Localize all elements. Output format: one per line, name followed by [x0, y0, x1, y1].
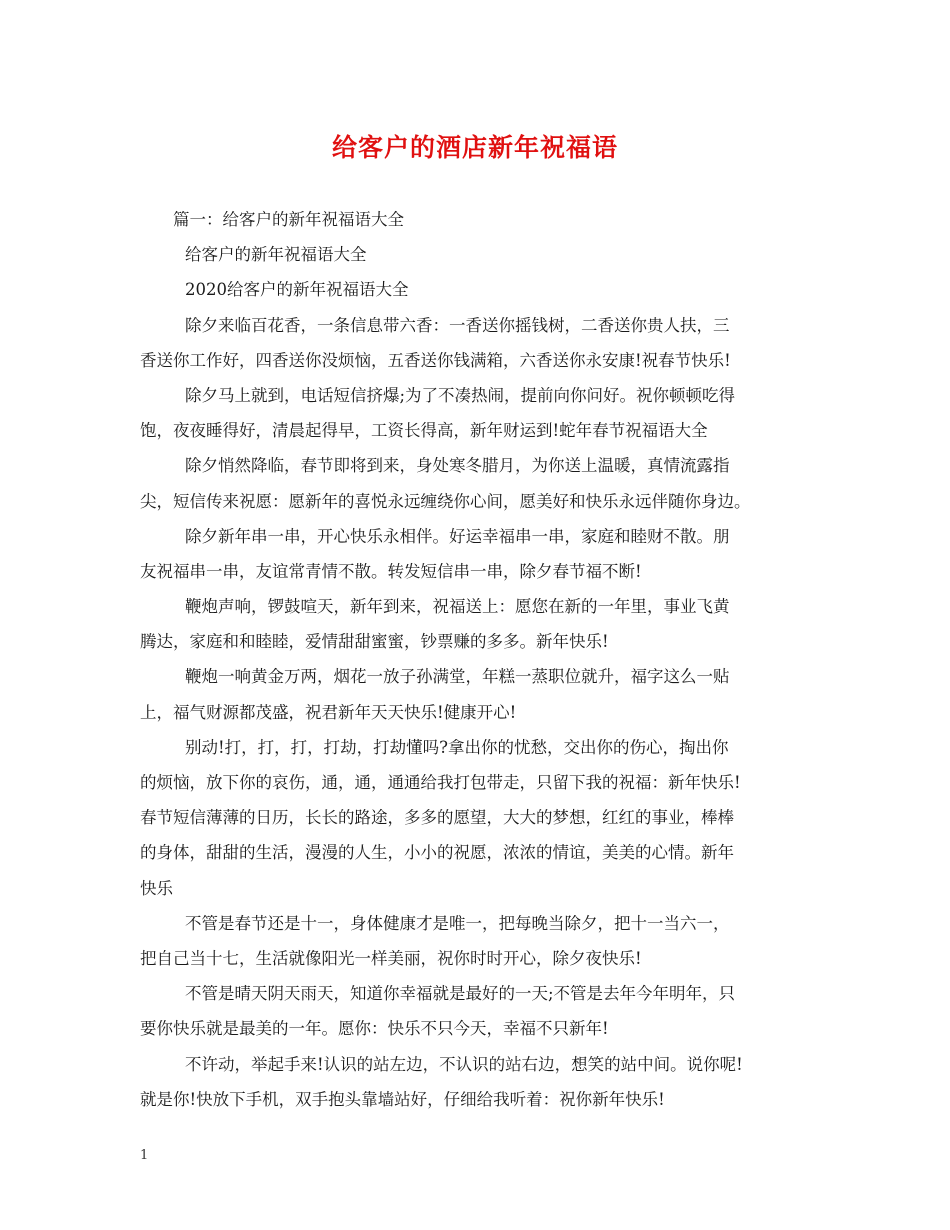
- paragraph-line: 鞭炮声响，锣鼓喧天，新年到来，祝福送上：愿您在新的一年里，事业飞黄: [185, 597, 730, 617]
- paragraph-line: 友祝福串一串，友谊常青情不散。转发短信串一串，除夕春节福不断!: [140, 561, 642, 581]
- paragraph-line: 尖，短信传来祝愿：愿新年的喜悦永远缠绕你心间，愿美好和快乐永远伴随你身边。: [140, 491, 751, 511]
- paragraph-line: 就是你!快放下手机，双手抱头靠墙站好，仔细给我听着：祝你新年快乐!: [140, 1089, 665, 1109]
- paragraph-line: 除夕来临百花香，一条信息带六香：一香送你摇钱树，二香送你贵人扶，三: [185, 315, 730, 335]
- paragraph-line: 除夕新年串一串，开心快乐永相伴。好运幸福串一串，家庭和睦财不散。朋: [185, 526, 730, 546]
- paragraph-line: 不管是春节还是十一，身体健康才是唯一，把每晚当除夕，把十一当六一，: [185, 913, 730, 933]
- section-heading: 篇一：给客户的新年祝福语大全: [173, 210, 404, 229]
- paragraph-line: 上，福气财源都茂盛，祝君新年天天快乐!健康开心!: [140, 702, 517, 722]
- paragraph-line: 不管是晴天阴天雨天，知道你幸福就是最好的一天;不管是去年今年明年，只: [185, 984, 736, 1004]
- paragraph-line: 别动!打，打，打，打劫，打劫懂吗?拿出你的忧愁，交出你的伤心，掏出你: [185, 737, 729, 757]
- document-body: [140, 202, 812, 1117]
- text-line: 给客户的新年祝福语大全: [185, 245, 367, 265]
- paragraph-line: 春节短信薄薄的日历，长长的路途，多多的愿望，大大的梦想，红红的事业，棒棒: [140, 808, 734, 828]
- page-number: 1: [140, 1148, 149, 1163]
- paragraph-line: 快乐: [140, 878, 173, 898]
- paragraph-line: 的烦恼，放下你的哀伤，通，通，通通给我打包带走，只留下我的祝福：新年快乐!: [140, 773, 741, 792]
- paragraph-line: 鞭炮一响黄金万两，烟花一放子孙满堂，年糕一蒸职位就升，福字这么一贴: [185, 667, 730, 687]
- text-line: 2020给客户的新年祝福语大全: [185, 280, 409, 300]
- paragraph-line: 把自己当十七，生活就像阳光一样美丽，祝你时时开心，除夕夜快乐!: [140, 948, 642, 968]
- paragraph-line: 除夕马上就到，电话短信挤爆;为了不凑热闹，提前向你问好。祝你顿顿吃得: [185, 385, 736, 405]
- paragraph-line: 饱，夜夜睡得好，清晨起得早，工资长得高，新年财运到!蛇年春节祝福语大全: [140, 421, 708, 441]
- paragraph-line: 香送你工作好，四香送你没烦恼，五香送你钱满箱，六香送你永安康!祝春节快乐!: [140, 350, 731, 370]
- paragraph-line: 腾达，家庭和和睦睦，爱情甜甜蜜蜜，钞票赚的多多。新年快乐!: [140, 632, 609, 652]
- paragraph-line: 不许动，举起手来!认识的站左边，不认识的站右边，想笑的站中间。说你呢!: [185, 1054, 743, 1074]
- paragraph-line: 除夕悄然降临，春节即将到来，身处寒冬腊月，为你送上温暖，真情流露指: [185, 456, 730, 476]
- paragraph-line: 的身体，甜甜的生活，漫漫的人生，小小的祝愿，浓浓的情谊，美美的心情。新年: [140, 843, 734, 863]
- page-title: 给客户的酒店新年祝福语: [331, 133, 618, 162]
- paragraph-line: 要你快乐就是最美的一年。愿你：快乐不只今天，幸福不只新年!: [140, 1019, 609, 1039]
